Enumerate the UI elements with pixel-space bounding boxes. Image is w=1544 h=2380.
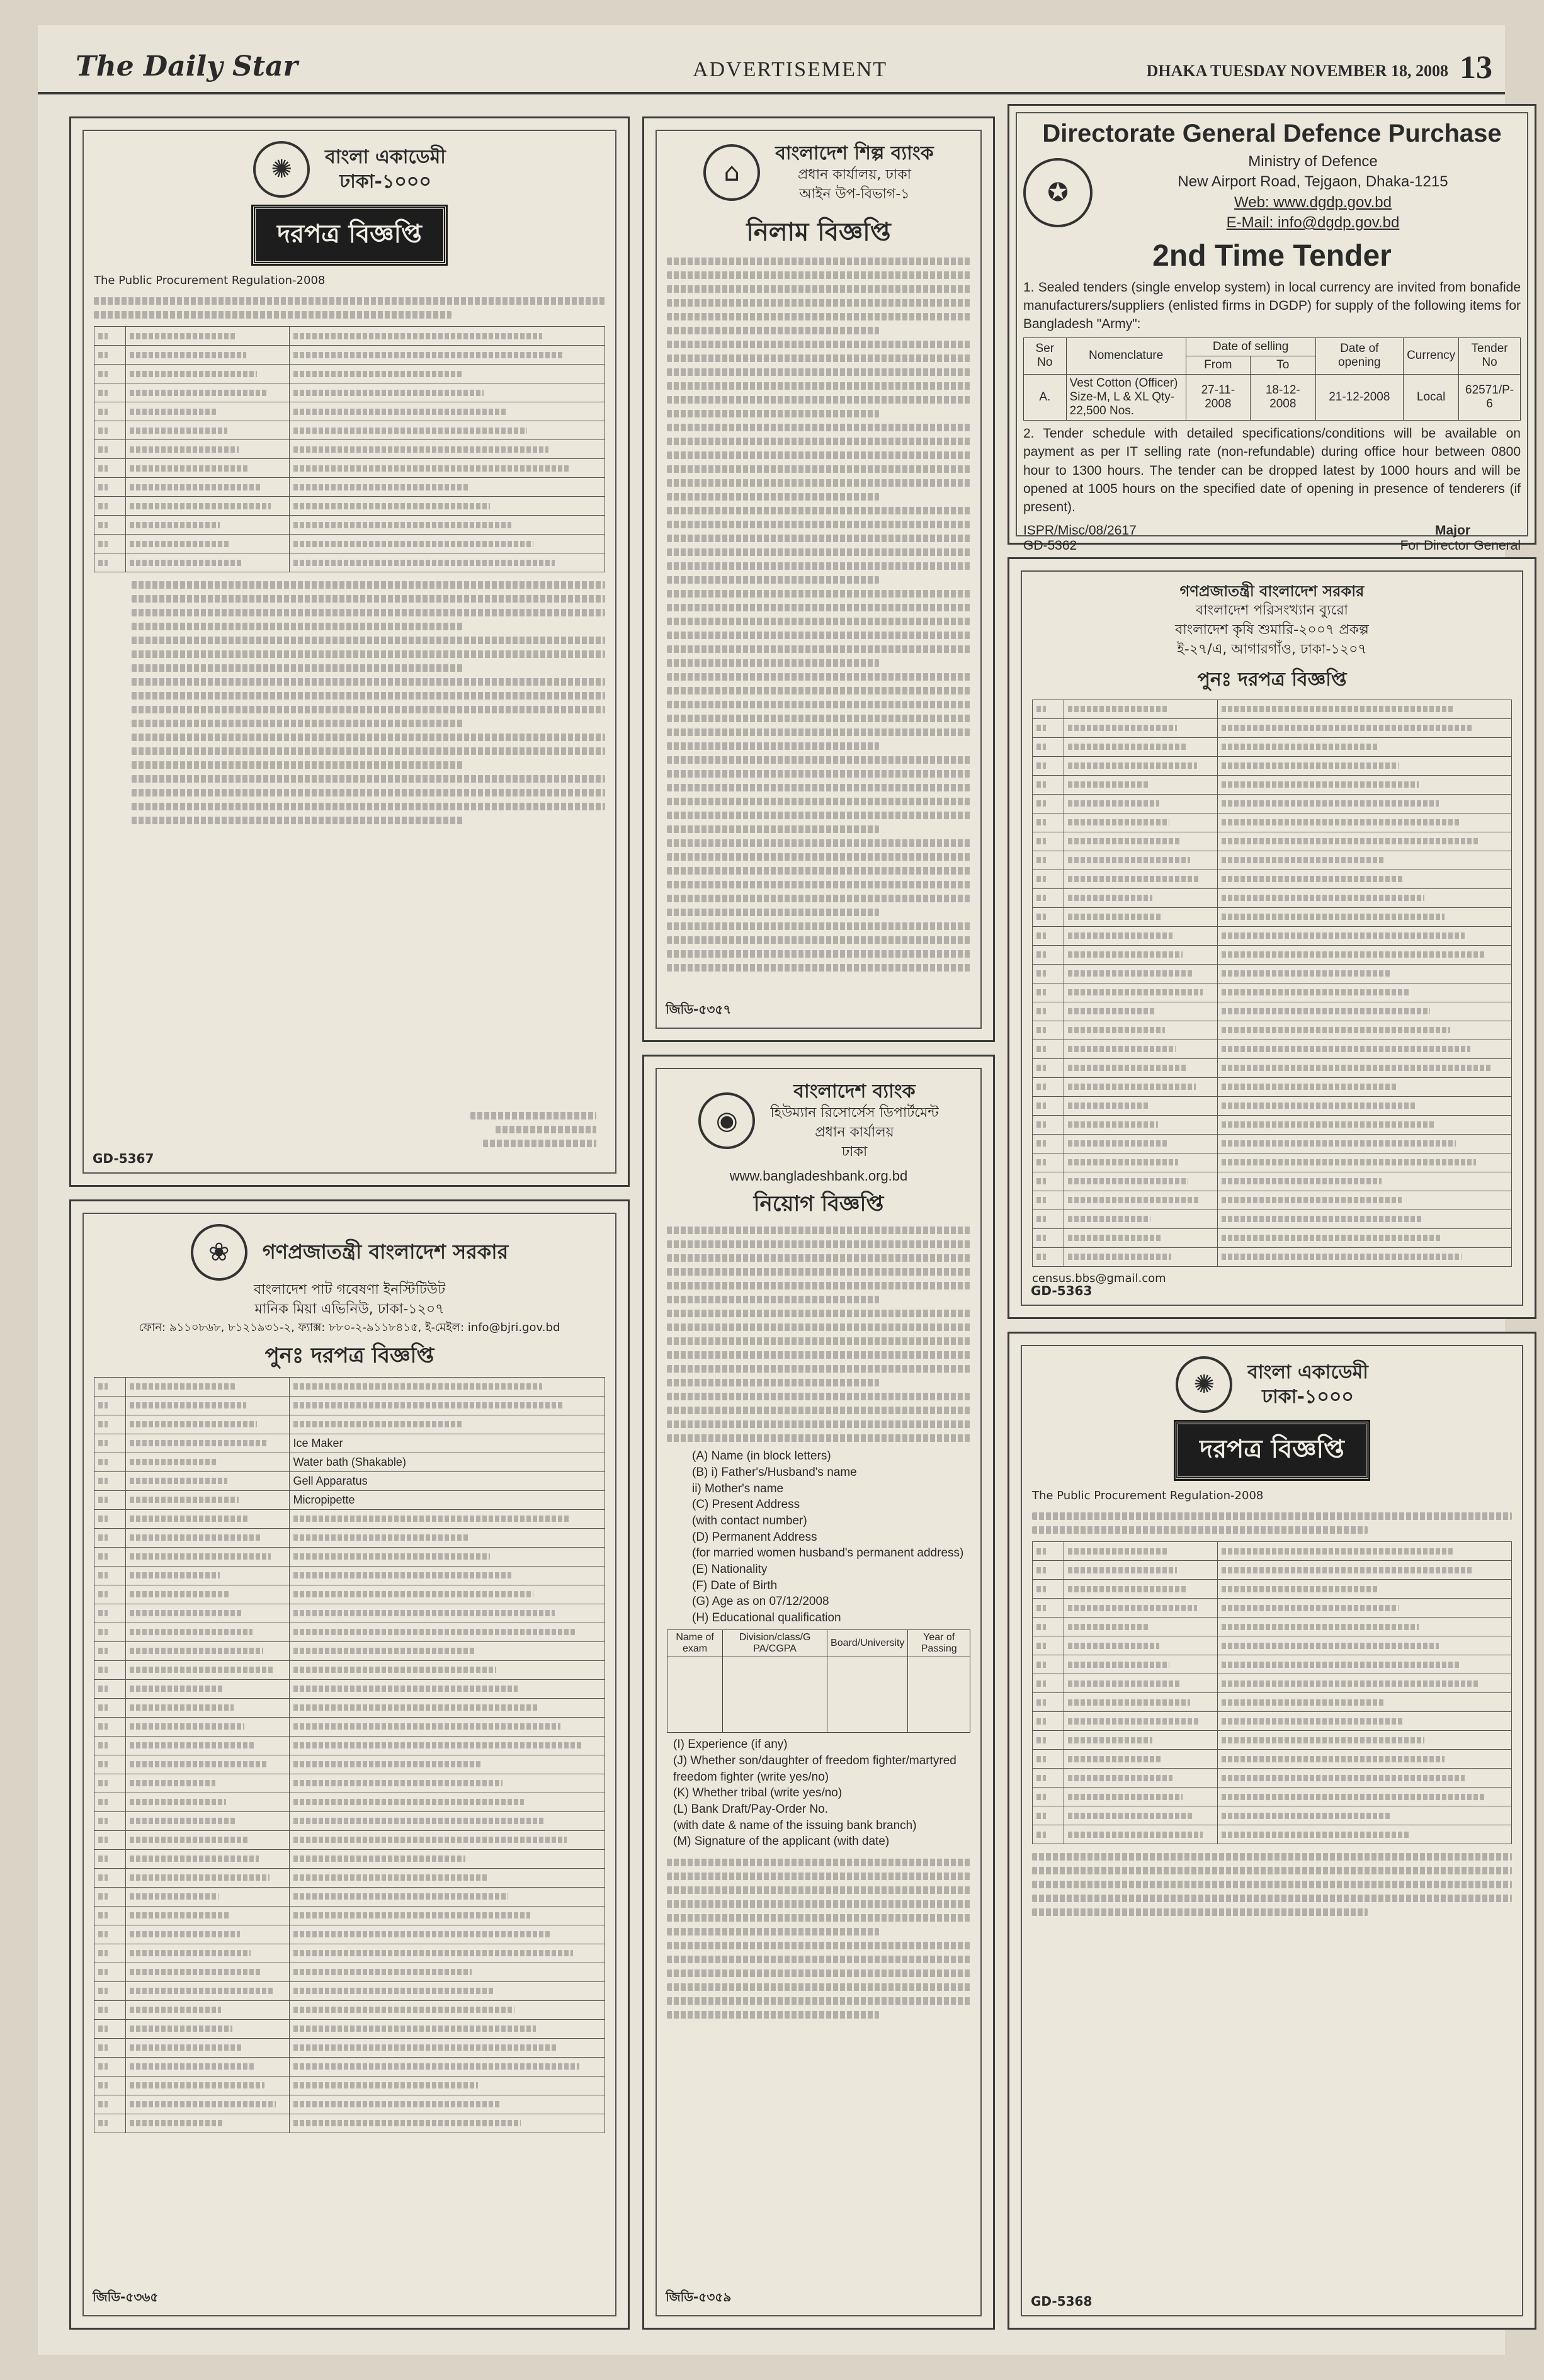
- field-label: (J) Whether son/daughter of freedom fighter/martyred freedom fighter (write yes/no): [673, 1754, 956, 1784]
- table-row: [1033, 1731, 1512, 1750]
- notice-heading: 2nd Time Tender: [1152, 239, 1392, 273]
- application-fields: [692, 1448, 970, 1626]
- notice-banner: দরপত্র বিজ্ঞপ্তি: [1176, 1422, 1368, 1479]
- table-row: [1033, 1002, 1512, 1021]
- table-row: [1033, 700, 1512, 718]
- ad-bangladesh-bank: [642, 1055, 995, 2330]
- table-row: [94, 1453, 605, 1471]
- table-row: [1033, 1153, 1512, 1172]
- table-row: [94, 1415, 605, 1434]
- field-label: (A) Name (in block letters): [692, 1449, 831, 1463]
- field-label: (F) Date of Birth: [692, 1578, 778, 1592]
- signature-block: [470, 1106, 596, 1153]
- academy-emblem-icon: ✺: [253, 141, 310, 198]
- office: প্রধান কার্যালয়, ঢাকা: [797, 167, 911, 183]
- equipment-item: Ice Maker: [293, 1436, 343, 1449]
- table-row: [94, 1868, 605, 1887]
- department: বাংলাদেশ পরিসংখ্যান ব্যুরো: [1196, 603, 1348, 619]
- table-row: [94, 1604, 605, 1623]
- table-row: [1033, 1228, 1512, 1247]
- table-row: [94, 1623, 605, 1641]
- table-row: [1033, 1693, 1512, 1712]
- table-row: [1033, 775, 1512, 794]
- field-label: (with date & name of the issuing bank branch): [673, 1818, 917, 1832]
- table-row: [1033, 945, 1512, 964]
- table-row: [94, 1434, 605, 1453]
- table-row: [1033, 1825, 1512, 1844]
- table-row: [94, 421, 605, 440]
- table-row: [94, 1547, 605, 1566]
- table-row: [94, 1377, 605, 1396]
- table-row: [94, 459, 605, 478]
- department: বাংলাদেশ পাট গবেষণা ইনস্টিটিউট: [253, 1282, 446, 1298]
- cell-item: Vest Cotton (Officer) Size-M, L & XL Qty-22,500 Nos.: [1066, 374, 1186, 420]
- address: মানিক মিয়া এভিনিউ, ঢাকা-১২০৭: [254, 1301, 445, 1317]
- newspaper-logo: The Daily Star: [76, 50, 298, 82]
- academy-emblem-icon: ✺: [1176, 1356, 1232, 1413]
- table-row: [1033, 1542, 1512, 1561]
- table-row: [94, 2057, 605, 2076]
- newspaper-page: [38, 25, 1521, 2355]
- equipment-item: Gell Apparatus: [293, 1474, 368, 1487]
- table-row: [94, 516, 605, 535]
- equipment-item: Micropipette: [293, 1493, 355, 1506]
- cell-tender-no: 62571/P-6: [1459, 374, 1521, 420]
- table-row: [1033, 870, 1512, 888]
- table-row: [94, 1528, 605, 1547]
- table-row: [94, 1585, 605, 1604]
- table-row: [94, 2114, 605, 2133]
- table-row: [94, 1944, 605, 1963]
- table-row: [1033, 1058, 1512, 1077]
- field-label: (H) Educational qualification: [692, 1611, 841, 1624]
- table-row: [94, 497, 605, 516]
- field-label: (E) Nationality: [692, 1562, 768, 1576]
- education-table: [667, 1629, 970, 1733]
- page-number: 13: [1460, 50, 1492, 86]
- table-row: [1033, 1247, 1512, 1266]
- org-city: ঢাকা-১০০০: [1262, 1386, 1354, 1408]
- department: আইন উপ-বিভাগ-১: [799, 186, 910, 202]
- edu-header: Name of exam: [667, 1630, 723, 1657]
- address: ই-২৭/এ, আগারগাঁও, ঢাকা-১২০৭: [1177, 641, 1367, 657]
- edu-header: Board/University: [827, 1630, 908, 1657]
- table-row: [94, 553, 605, 572]
- table-row: [1033, 832, 1512, 851]
- table-row: [94, 1811, 605, 1830]
- ad-ref: GD-5363: [1031, 1283, 1093, 1298]
- notice-heading: নিয়োগ বিজ্ঞপ্তি: [753, 1191, 884, 1217]
- signatory-rank: Major: [1434, 523, 1470, 538]
- web-link[interactable]: www.bangladeshbank.org.bd: [729, 1168, 908, 1184]
- table-row: [94, 1849, 605, 1868]
- table-row: [1033, 737, 1512, 756]
- table-row: [1033, 1115, 1512, 1134]
- masthead: [38, 38, 1505, 94]
- table-row: [94, 1981, 605, 2000]
- table-row: [94, 383, 605, 402]
- bank-emblem-icon: ⌂: [703, 144, 760, 201]
- notice-heading: পুনঃ দরপত্র বিজ্ঞপ্তি: [264, 1342, 434, 1368]
- org-name: গণপ্রজাতন্ত্রী বাংলাদেশ সরকার: [1179, 582, 1365, 600]
- field-label: (I) Experience (if any): [673, 1738, 788, 1752]
- edu-header: Year of Passing: [908, 1630, 970, 1657]
- table-row: [94, 1830, 605, 1849]
- contact: ফোন: ৯১১০৮৬৮, ৮১২১৯৩১-২, ফ্যাক্স: ৮৮০-২-৯১১৮৪১৫, ই-মেইল: info@bjri.gov.bd: [139, 1320, 560, 1334]
- table-row: [94, 1906, 605, 1925]
- th-currency: Currency: [1404, 337, 1459, 374]
- th-date-opening: Date of opening: [1315, 337, 1404, 374]
- table-row: [1033, 964, 1512, 983]
- field-label: (B) i) Father's/Husband's name: [692, 1466, 857, 1480]
- th-date-selling: Date of selling: [1186, 337, 1315, 356]
- table-row: [94, 2076, 605, 2095]
- notice-heading: নিলাম বিজ্ঞপ্তি: [746, 217, 891, 247]
- table-row: [94, 2038, 605, 2057]
- ad-bangla-academy-top: [69, 116, 630, 1187]
- department: হিউম্যান রিসোর্সেস ডিপার্টমেন্ট: [770, 1105, 939, 1121]
- table-row: [94, 1774, 605, 1793]
- table-row: [1033, 756, 1512, 775]
- para-1: 1. Sealed tenders (single envelop system) in local currency are invited from bonafide manufacturers/suppliers (enlisted firms in DGDP) for supply of the following items for Bangladesh "Army":: [1023, 280, 1521, 332]
- table-row: [94, 478, 605, 497]
- table-row: [1033, 907, 1512, 926]
- cell-ser: A.: [1024, 374, 1067, 420]
- table-row: [1033, 1077, 1512, 1096]
- project: বাংলাদেশ কৃষি শুমারি-২০০৭ প্রকল্প: [1175, 621, 1369, 638]
- field-label: (G) Age as on 07/12/2008: [692, 1595, 829, 1609]
- table-row: [1033, 1599, 1512, 1618]
- table-row: [94, 1963, 605, 1981]
- ad-bjri: [69, 1199, 630, 2330]
- table-row: [1033, 1021, 1512, 1040]
- ministry: Ministry of Defence: [1248, 153, 1378, 170]
- ad-dgdp: [1008, 104, 1536, 553]
- table-row: [1033, 1580, 1512, 1599]
- table-row: [94, 402, 605, 421]
- tender-table: [94, 1377, 605, 2133]
- table-row: [94, 1471, 605, 1490]
- table-row: [1033, 813, 1512, 832]
- dgdp-emblem-icon: ✪: [1023, 158, 1093, 227]
- table-row: [1033, 1636, 1512, 1655]
- table-row: [1033, 1134, 1512, 1153]
- city: ঢাকা: [841, 1143, 868, 1160]
- ad-ref: জিডি-৫৩৬৫: [93, 2289, 159, 2304]
- table-row: [1033, 1806, 1512, 1825]
- tender-details-table: [1032, 1541, 1512, 1844]
- signatory-for: For Director General: [1400, 538, 1521, 553]
- th-nomenclature: Nomenclature: [1066, 337, 1186, 374]
- table-row: [94, 1660, 605, 1679]
- th-ser: Ser No: [1024, 337, 1067, 374]
- field-label: (with contact number): [692, 1514, 807, 1527]
- field-label: (for married women husband's permanent address): [692, 1546, 964, 1560]
- th-tender-no: Tender No: [1459, 337, 1521, 374]
- table-row: [1033, 1750, 1512, 1769]
- org-city: ঢাকা-১০০০: [339, 171, 431, 193]
- table-row: [94, 327, 605, 346]
- table-row: [94, 1641, 605, 1660]
- table-row: [1033, 1788, 1512, 1806]
- table-row: [1033, 851, 1512, 870]
- ad-ref: GD-5367: [93, 1151, 154, 1166]
- table-row: [94, 1736, 605, 1755]
- table-row: [94, 2000, 605, 2019]
- office: প্রধান কার্যালয়: [815, 1124, 894, 1140]
- ispr-ref: ISPR/Misc/08/2617: [1023, 523, 1137, 538]
- dgdp-title: Directorate General Defence Purchase: [1042, 120, 1502, 147]
- table-row: [94, 346, 605, 365]
- regulation-text: The Public Procurement Regulation-2008: [1032, 1489, 1264, 1502]
- table-row: [94, 1679, 605, 1698]
- tender-details-table: [94, 326, 605, 572]
- ad-ref: GD-5368: [1031, 2294, 1093, 2309]
- census-email: census.bbs@gmail.com: [1032, 1271, 1166, 1285]
- table-row: [94, 1566, 605, 1585]
- table-row: [1033, 1655, 1512, 1674]
- govt-emblem-icon: ❀: [191, 1224, 247, 1281]
- equipment-item: Water bath (Shakable): [293, 1455, 406, 1468]
- para-2: 2. Tender schedule with detailed specifications/conditions will be available on payment as per IT selling rate (non-refundable) during office hour between 0800 hour to 1300 hours. The tender can be dropped latest by 1000 hours and will be opened at 1005 hours on the specified date of opening in presence of tenderers (if present).: [1023, 426, 1521, 515]
- table-row: [94, 365, 605, 383]
- cell-to: 18-12-2008: [1251, 374, 1316, 420]
- ad-shilpa-bank: [642, 116, 995, 1042]
- table-row: [1024, 374, 1521, 420]
- table-row: [94, 1717, 605, 1736]
- field-label: ii) Mother's name: [692, 1482, 784, 1495]
- tender-table: [1023, 337, 1521, 421]
- org-name: বাংলা একাডেমী: [1247, 1361, 1368, 1383]
- table-row: [1033, 718, 1512, 737]
- ad-ref: জিডি-৫৩৫৭: [666, 1002, 732, 1017]
- table-row: [94, 1490, 605, 1509]
- email-link[interactable]: E-Mail: info@dgdp.gov.bd: [1226, 214, 1400, 232]
- table-row: [94, 440, 605, 459]
- table-row: [1033, 1040, 1512, 1058]
- table-row: [94, 1755, 605, 1774]
- regulation-text: The Public Procurement Regulation-2008: [94, 274, 326, 287]
- org-name: গণপ্রজাতন্ত্রী বাংলাদেশ সরকার: [262, 1240, 509, 1264]
- edu-header: Division/class/G PA/CGPA: [723, 1630, 827, 1657]
- table-row: [1033, 1618, 1512, 1636]
- notice-heading: পুনঃ দরপত্র বিজ্ঞপ্তি: [1197, 668, 1347, 691]
- table-row: [1033, 1769, 1512, 1788]
- table-row: [1033, 794, 1512, 813]
- ad-ref: GD-5362: [1023, 538, 1077, 553]
- cell-from: 27-11-2008: [1186, 374, 1250, 420]
- table-row: [1033, 1096, 1512, 1115]
- bank-emblem-icon: ◉: [698, 1092, 755, 1149]
- section-title: ADVERTISEMENT: [693, 58, 888, 81]
- table-row: [94, 1925, 605, 1944]
- table-row: [1033, 1561, 1512, 1580]
- field-label: (L) Bank Draft/Pay-Order No.: [673, 1802, 829, 1816]
- table-row: [1033, 1210, 1512, 1228]
- address: New Airport Road, Tejgaon, Dhaka-1215: [1178, 173, 1448, 191]
- cell-opening: 21-12-2008: [1315, 374, 1404, 420]
- table-row: [94, 1887, 605, 1906]
- org-name: বাংলাদেশ শিল্প ব্যাংক: [775, 142, 934, 164]
- table-row: [94, 535, 605, 553]
- table-row: [1033, 926, 1512, 945]
- th-from: From: [1186, 356, 1250, 374]
- ad-bangla-academy-bottom: [1008, 1332, 1536, 2330]
- table-row: [1033, 1172, 1512, 1191]
- table-row: [94, 2095, 605, 2114]
- table-row: [94, 1698, 605, 1717]
- th-to: To: [1251, 356, 1316, 374]
- table-row: [94, 1793, 605, 1811]
- application-fields-2: [673, 1737, 970, 1849]
- web-link[interactable]: Web: www.dgdp.gov.bd: [1234, 193, 1392, 211]
- table-row: [94, 1509, 605, 1528]
- field-label: (C) Present Address: [692, 1498, 800, 1512]
- table-row: [1033, 888, 1512, 907]
- field-label: (K) Whether tribal (write yes/no): [673, 1786, 843, 1800]
- table-row: [1033, 1674, 1512, 1693]
- field-label: (M) Signature of the applicant (with date): [673, 1835, 890, 1849]
- field-label: (D) Permanent Address: [692, 1530, 817, 1544]
- org-name: বাংলা একাডেমী: [325, 146, 446, 168]
- table-row: [1033, 1712, 1512, 1731]
- notice-banner: দরপত্র বিজ্ঞপ্তি: [253, 207, 446, 264]
- table-row: [94, 1396, 605, 1415]
- table-row: [1033, 1191, 1512, 1210]
- table-row: [1033, 983, 1512, 1002]
- dateline: DHAKA TUESDAY NOVEMBER 18, 2008: [1146, 62, 1448, 80]
- table-row: [94, 2019, 605, 2038]
- ad-krishi-census: [1008, 557, 1536, 1319]
- org-name: বাংলাদেশ ব্যাংক: [793, 1080, 916, 1102]
- cell-currency: Local: [1404, 374, 1459, 420]
- tender-table: [1032, 700, 1512, 1267]
- ad-ref: জিডি-৫৩৫৯: [666, 2289, 732, 2304]
